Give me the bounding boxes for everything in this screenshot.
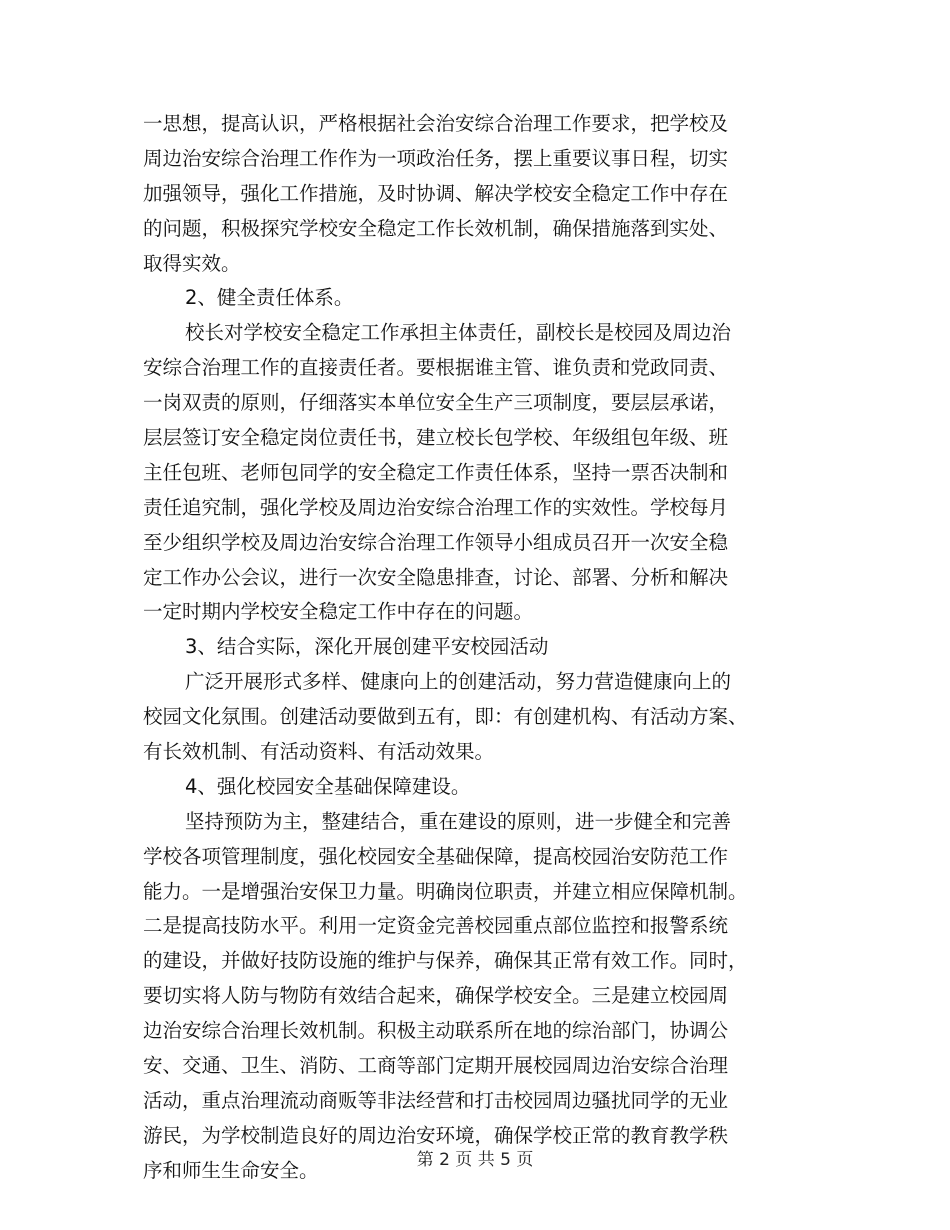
text-line: 主任包班、老师包同学的安全稳定工作责任体系，坚持一票否决制和 xyxy=(143,460,729,484)
text-line: 一思想，提高认识，严格根据社会治安综合治理工作要求，把学校及 xyxy=(143,112,729,135)
text-line: 游民，为学校制造良好的周边治安环境，确保学校正常的教育教学秩 xyxy=(143,1123,729,1147)
text-line: 坚持预防为主，整建结合，重在建设的原则，进一步健全和完善 xyxy=(185,809,732,833)
text-line: 边治安综合治理长效机制。积极主动联系所在地的综治部门，协调公 xyxy=(143,1019,729,1043)
text-line: 一岗双责的原则，仔细落实本单位安全生产三项制度，要层层承诺， xyxy=(143,391,729,415)
text-line: 定工作办公会议，进行一次安全隐患排查，讨论、部署、分析和解决 xyxy=(143,565,729,589)
section-heading: 2、健全责任体系。 xyxy=(185,286,354,310)
text-line: 校园文化氛围。创建活动要做到五有，即：有创建机构、有活动方案、 xyxy=(143,705,748,729)
section-heading: 4、强化校园安全基础保障建设。 xyxy=(185,774,471,798)
text-line: 加强领导，强化工作措施，及时协调、解决学校安全稳定工作中存在 xyxy=(143,181,729,205)
text-line: 责任追究制，强化学校及周边治安综合治理工作的实效性。学校每月 xyxy=(143,495,729,519)
text-line: 活动，重点治理流动商贩等非法经营和打击校园周边骚扰同学的无业 xyxy=(143,1088,729,1112)
text-line: 周边治安综合治理工作作为一项政治任务，摆上重要议事日程，切实 xyxy=(143,146,729,170)
text-line: 层层签订安全稳定岗位责任书，建立校长包学校、年级组包年级、班 xyxy=(143,426,729,450)
text-line: 能力。一是增强治安保卫力量。明确岗位职责，并建立相应保障机制。 xyxy=(143,879,748,903)
text-line: 序和师生生命安全。 xyxy=(143,1158,319,1182)
document-body xyxy=(143,107,813,1189)
text-line: 要切实将人防与物防有效结合起来，确保学校安全。三是建立校园周 xyxy=(143,984,729,1008)
text-line: 安综合治理工作的直接责任者。要根据谁主管、谁负责和党政同责、 xyxy=(143,356,729,380)
text-line: 至少组织学校及周边治安综合治理工作领导小组成员召开一次安全稳 xyxy=(143,530,729,554)
text-line: 取得实效。 xyxy=(143,251,241,275)
text-line: 校长对学校安全稳定工作承担主体责任，副校长是校园及周边治 xyxy=(185,321,732,345)
section-heading: 3、结合实际，深化开展创建平安校园活动 xyxy=(185,635,549,659)
page-number-footer: 第 2 页 共 5 页 xyxy=(416,1150,534,1170)
text-line: 有长效机制、有活动资料、有活动效果。 xyxy=(143,740,495,764)
text-line: 学校各项管理制度，强化校园安全基础保障，提高校园治安防范工作 xyxy=(143,844,729,868)
text-line: 广泛开展形式多样、健康向上的创建活动，努力营造健康向上的 xyxy=(185,670,732,694)
text-line: 一定时期内学校安全稳定工作中存在的问题。 xyxy=(143,600,534,624)
text-line: 的问题，积极探究学校安全稳定工作长效机制，确保措施落到实处、 xyxy=(143,216,729,240)
text-line: 的建设，并做好技防设施的维护与保养，确保其正常有效工作。同时， xyxy=(143,949,748,973)
text-line: 安、交通、卫生、消防、工商等部门定期开展校园周边治安综合治理 xyxy=(143,1054,729,1078)
text-line: 二是提高技防水平。利用一定资金完善校园重点部位监控和报警系统 xyxy=(143,914,729,938)
